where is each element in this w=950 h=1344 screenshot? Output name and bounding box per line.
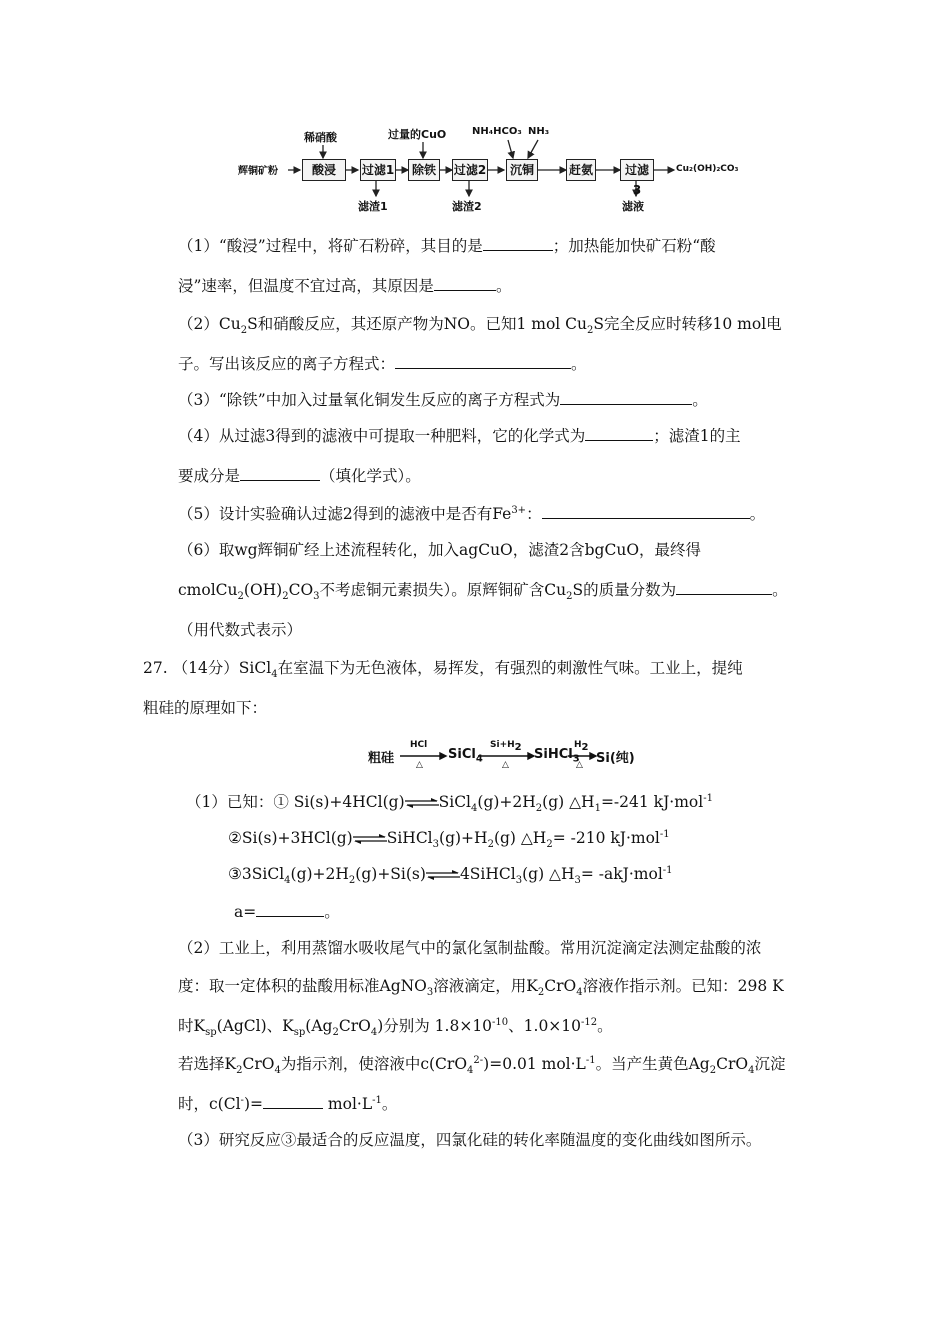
scheme-heat1: △ — [416, 760, 423, 770]
flow-output-residue1: 滤渣1 — [358, 200, 388, 213]
q26-part2-line2: 子。写出该反应的离子方程式： 。 — [178, 355, 587, 373]
flow-start-label: 辉铜矿粉 — [238, 166, 278, 177]
flow-input-nh4hco3: NH₄HCO₃ — [472, 126, 522, 137]
flow-step-filter3: 过滤3 — [620, 159, 654, 181]
q26-part5: （5）设计实验确认过滤2得到的滤液中是否有$Fe^{3+}$： 。 — [178, 504, 766, 523]
flow-step-acid-leach: 酸浸 — [302, 159, 346, 181]
answer-blank[interactable] — [395, 354, 571, 369]
answer-blank[interactable] — [585, 426, 653, 441]
answer-blank[interactable] — [240, 466, 320, 481]
scheme-heat2: △ — [502, 760, 509, 770]
answer-blank[interactable] — [676, 580, 772, 595]
flow-step-precipitate-copper: 沉铜 — [506, 159, 538, 181]
q26-part2-line1: $(2)Cu_2S$和硝酸反应，其还原产物为NO。已知1 mol $Cu_2S$完全反应时转移10 mol电 — [178, 315, 782, 337]
answer-blank[interactable] — [256, 902, 324, 917]
q27-part2-line2: 度：取一定体积的盐酸用标准AgNO$_3$溶液滴定，用$K_2CrO_4$溶液作指示剂。已知：298 K — [178, 977, 784, 999]
scheme-sicl4: SiCl$_4$ — [448, 747, 483, 765]
q26-part4-line2: 要成分是 （填化学式）。 — [178, 467, 421, 485]
answer-blank[interactable] — [542, 504, 750, 519]
q27-eq2: ②Si(s)+3HCl(g) $SiHCl_3(g)+H_2(g)$ $\triangle H_2= -210$ kJ·mol$^{-1}$ — [228, 828, 670, 851]
q27-part2-line5: 时，$c(Cl^-)= mol\cdot L^{-1}$。 — [178, 1094, 398, 1113]
flow-step-remove-ammonia: 赶氨 — [566, 159, 596, 181]
scheme-crude-si: 粗硅 — [368, 751, 395, 766]
answer-blank[interactable] — [263, 1094, 323, 1109]
q27-heading-line2: 粗硅的原理如下： — [143, 699, 268, 717]
answer-blank[interactable] — [560, 390, 692, 405]
answer-blank[interactable] — [434, 276, 496, 291]
q26-part6-line2: $cmolCu_2(OH)_2CO_3$不考虑铜元素损失）。原辉铜矿含$Cu_2S$的质量分数为 。 — [178, 581, 788, 603]
q26-part6-line1: （6）取wg辉铜矿经上述流程转化，加入agCuO，滤渣2含bgCuO，最终得 — [178, 541, 702, 559]
flow-step-filter2: 过滤2 — [452, 159, 488, 181]
equilibrium-arrow-icon — [405, 797, 439, 809]
flow-input-nh3: NH₃ — [528, 126, 550, 137]
flow-step-remove-iron: 除铁 — [408, 159, 440, 181]
q27-part2-line1: （2）工业上，利用蒸馏水吸收尾气中的氯化氢制盐酸。常用沉淀滴定法测定盐酸的浓 — [178, 939, 762, 957]
q26-part4-line1: （4）从过滤3得到的滤液中可提取一种肥料，它的化学式为 ；滤渣1的主 — [178, 427, 741, 445]
scheme-sihcl3: SiHCl$_3$ — [534, 747, 580, 765]
q26-part1-line2: 浸”速率，但温度不宜过高，其原因是 。 — [178, 277, 512, 295]
purification-scheme — [368, 738, 635, 774]
equilibrium-arrow-icon — [353, 833, 387, 845]
q27-part2-line3: 时$K_{sp}(AgCl)$、$K_{sp}(Ag_2CrO_4)$分别为 $1.8\times 10^{-10}$、$1.0\times 10^{-12}$。 — [178, 1016, 613, 1039]
flow-product-label: Cu₂(OH)₂CO₃ — [676, 164, 739, 174]
process-flow-diagram — [238, 120, 758, 215]
scheme-reagent3: $H_2$ — [574, 740, 589, 753]
scheme-pure-si: Si(纯) — [596, 751, 635, 766]
equilibrium-arrow-icon — [426, 869, 460, 881]
q27-part3: （3）研究反应③最适合的反应温度，四氯化硅的转化率随温度的变化曲线如图所示。 — [178, 1131, 762, 1149]
q27-heading-line1: 27. （14分）SiCl$_4$在室温下为无色液体，易挥发，有强烈的刺激性气味。工业上，提纯 — [143, 659, 743, 681]
flow-step-filter1: 过滤1 — [360, 159, 396, 181]
q26-part1-line1: （1）“酸浸”过程中，将矿石粉碎，其目的是 ；加热能加快矿石粉“酸 — [178, 237, 716, 255]
scheme-reagent2: $Si+H_2$ — [490, 740, 522, 753]
q26-part3: （3）“除铁”中加入过量氧化铜发生反应的离子方程式为 。 — [178, 391, 708, 409]
q27-a-answer: a= 。 — [234, 903, 340, 921]
q27-eq1: （1）已知：① Si(s)+4HCl(g) $SiCl_4(g)+2H_2(g)$ $\triangle H_1=-241$ kJ·mol$^{-1}$ — [186, 792, 713, 815]
q27-eq3: $③3SiCl_4(g)+2H_2(g)+Si(s)$ 4SiHCl$_3$(g) $\triangle H_3= -akJ\cdot mol^{-1}$ — [228, 864, 673, 887]
q26-part6-line3: （用代数式表示） — [178, 621, 303, 639]
q27-part2-line4: 若选择$K_2CrO_4$为指示剂，使溶液中c(CrO$_4^{2-}$)=0.01 $mol\cdot L^{-1}$。当产生黄色$Ag_2CrO_4$沉淀 — [178, 1054, 786, 1077]
answer-blank[interactable] — [483, 236, 553, 251]
scheme-heat3: △ — [576, 760, 583, 770]
flow-output-residue2: 滤渣2 — [452, 200, 482, 213]
flow-output-filtrate: 滤液 — [622, 200, 644, 213]
flow-input-cuo: 过量的CuO — [388, 128, 447, 141]
scheme-reagent1: HCl — [410, 740, 428, 750]
flow-input-acid: 稀硝酸 — [304, 131, 337, 144]
